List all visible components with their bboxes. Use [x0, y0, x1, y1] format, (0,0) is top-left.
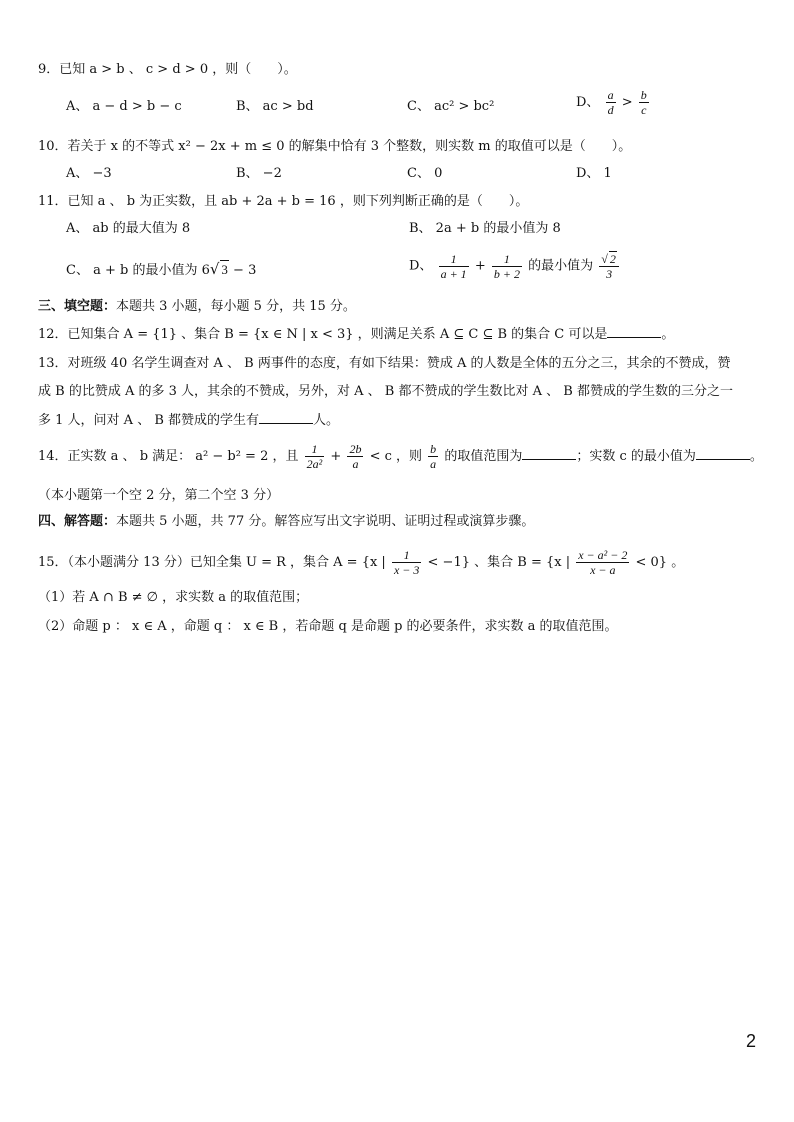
fraction-denominator: x − 3 [393, 563, 420, 577]
fraction-numerator: 1 [439, 252, 469, 267]
q15-sub-2: （2）命题 p ： x ∈ A ，命题 q ： x ∈ B ，若命题 q 是命题 p 的必要条件，求实数 a 的取值范围。 [38, 619, 618, 634]
section-4-heading [38, 513, 534, 531]
q9-option-a: A、 a − d > b − c [66, 99, 182, 114]
fraction-denominator: a [352, 457, 359, 471]
q9-option-d-label: D、 [576, 95, 600, 110]
q14-text: 14．正实数 a 、 b 满足： a² − b² = 2 ，且 [38, 449, 299, 464]
q11-d-fraction-1 [439, 252, 469, 281]
fraction-denominator: x − a [590, 563, 616, 577]
q11-d-mid-text: 的最小值为 [528, 258, 598, 274]
q10-stem: 10．若关于 x 的不等式 x² − 2x + m ≤ 0 的解集中恰有 3 个整数，则实数 m 的取值可以是（ ）。 [38, 139, 632, 154]
fraction-numerator: 2b [349, 442, 362, 456]
section-3-title: 三、填空题： [38, 299, 117, 314]
answer-blank [522, 447, 576, 460]
q11-option-d-label: D、 [409, 258, 433, 274]
q11-stem: 11．已知 a 、 b 为正实数，且 ab + 2a + b = 16 ，则下列判断正确的是（ ）。 [38, 194, 529, 209]
q15-text: 15．（本小题满分 13 分）已知全集 U = R ，集合 A = {x | [38, 555, 386, 570]
answer-blank [607, 325, 661, 338]
fraction-denominator: a [430, 457, 437, 471]
fraction-numerator: 1 [392, 548, 421, 563]
sqrt-icon: √ [601, 252, 608, 266]
fraction-numerator: 1 [492, 252, 522, 267]
q15-stem [38, 548, 684, 577]
q12-stem [38, 325, 674, 344]
operator: + [330, 449, 342, 464]
fraction-denominator: b + 2 [493, 266, 520, 281]
section-3-heading [38, 298, 356, 316]
answer-blank [259, 411, 313, 424]
fraction-numerator: 1 [305, 442, 325, 457]
section-3-desc: 本题共 3 小题，每小题 5 分，共 15 分。 [116, 299, 356, 314]
q13-line-3-text: 多 1 人，问对 A 、 B 都赞成的学生有 [38, 413, 260, 428]
fraction-denominator: d [607, 103, 614, 117]
radicand: 2 [609, 252, 616, 266]
q11-d-fraction-2 [492, 252, 522, 281]
q11-option-c-text: C、 a + b 的最小值为 6 [66, 263, 210, 278]
q9-d-fraction-2 [639, 88, 649, 117]
q9-option-b: B、 ac > bd [236, 99, 314, 114]
q11-option-c [66, 260, 256, 280]
q14-note: （本小题第一个空 2 分，第二个空 3 分） [38, 488, 280, 503]
q14-mid-text: < c ，则 [369, 449, 423, 464]
q9-d-fraction-1 [606, 88, 616, 117]
fraction-denominator: 2a² [306, 457, 323, 471]
sqrt-icon: √ [209, 260, 220, 278]
q10-option-a: A、 −3 [66, 166, 112, 181]
q12-tail: 。 [661, 327, 675, 342]
operator: > [621, 95, 633, 110]
q10-option-c: C、 0 [407, 166, 443, 181]
q11-option-a: A、 ab 的最大值为 8 [66, 221, 191, 236]
q14-fraction-1 [305, 442, 325, 471]
q15-mid-text: < −1} 、集合 B = {x | [427, 555, 571, 570]
q13-line-3-tail: 人。 [313, 413, 340, 428]
operator: + [474, 258, 486, 274]
q14-fraction-3 [428, 442, 438, 471]
fraction-denominator: c [641, 103, 647, 117]
q15-fraction-2 [576, 548, 629, 577]
q13-line-1: 13．对班级 40 名学生调查对 A 、 B 两事件的态度，有如下结果：赞成 A 的人数是全体的五分之三，其余的不赞成，赞 [38, 356, 731, 371]
fraction-numerator [599, 251, 619, 267]
q9-option-d [576, 88, 651, 117]
q11-option-d [409, 251, 621, 281]
fraction-denominator: a + 1 [440, 266, 467, 281]
q14-fraction-2 [347, 442, 363, 471]
q11-d-fraction-3 [599, 251, 619, 281]
q13-line-2: 成 B 的比赞成 A 的多 3 人，其余的不赞成，另外，对 A 、 B 都不赞成的学生数比对 A 、 B 都赞成的学生数的三分之一 [38, 384, 733, 399]
answer-blank [696, 447, 750, 460]
q12-text: 12．已知集合 A = {1} 、集合 B = {x ∈ N | x < 3} ，则满足关系 A ⊆ C ⊆ B 的集合 C 可以是 [38, 327, 608, 342]
fraction-numerator: b [430, 442, 437, 456]
fraction-numerator: b [640, 88, 647, 102]
q10-option-b: B、 −2 [236, 166, 282, 181]
q14-stem [38, 442, 763, 471]
q9-stem: 9．已知 a > b 、 c > d > 0 ，则（ ）。 [38, 62, 297, 77]
q14-mid2-text: 的取值范围为 [444, 449, 523, 464]
q15-tail: < 0} 。 [635, 555, 685, 570]
radicand: 3 [221, 262, 228, 277]
section-4-title: 四、解答题： [38, 514, 117, 529]
q11-option-b: B、 2a + b 的最小值为 8 [409, 221, 561, 236]
fraction-numerator: x − a² − 2 [578, 548, 628, 562]
page-number: 2 [745, 1031, 756, 1051]
q14-tail: 。 [749, 449, 763, 464]
q9-option-c: C、 ac² > bc² [407, 99, 495, 114]
q15-sub-1: （1）若 A ∩ B ≠ ∅ ，求实数 a 的取值范围； [38, 590, 309, 605]
q15-fraction-1 [392, 548, 421, 577]
section-4-desc: 本题共 5 小题，共 77 分。解答应写出文字说明、证明过程或演算步骤。 [116, 514, 535, 529]
q10-option-d: D、 1 [576, 166, 612, 181]
q13-line-3 [38, 411, 339, 430]
fraction-denominator: 3 [606, 267, 613, 281]
fraction-numerator: a [607, 88, 614, 102]
q14-mid3-text: ；实数 c 的最小值为 [576, 449, 696, 464]
q11-option-c-tail: − 3 [228, 263, 257, 278]
